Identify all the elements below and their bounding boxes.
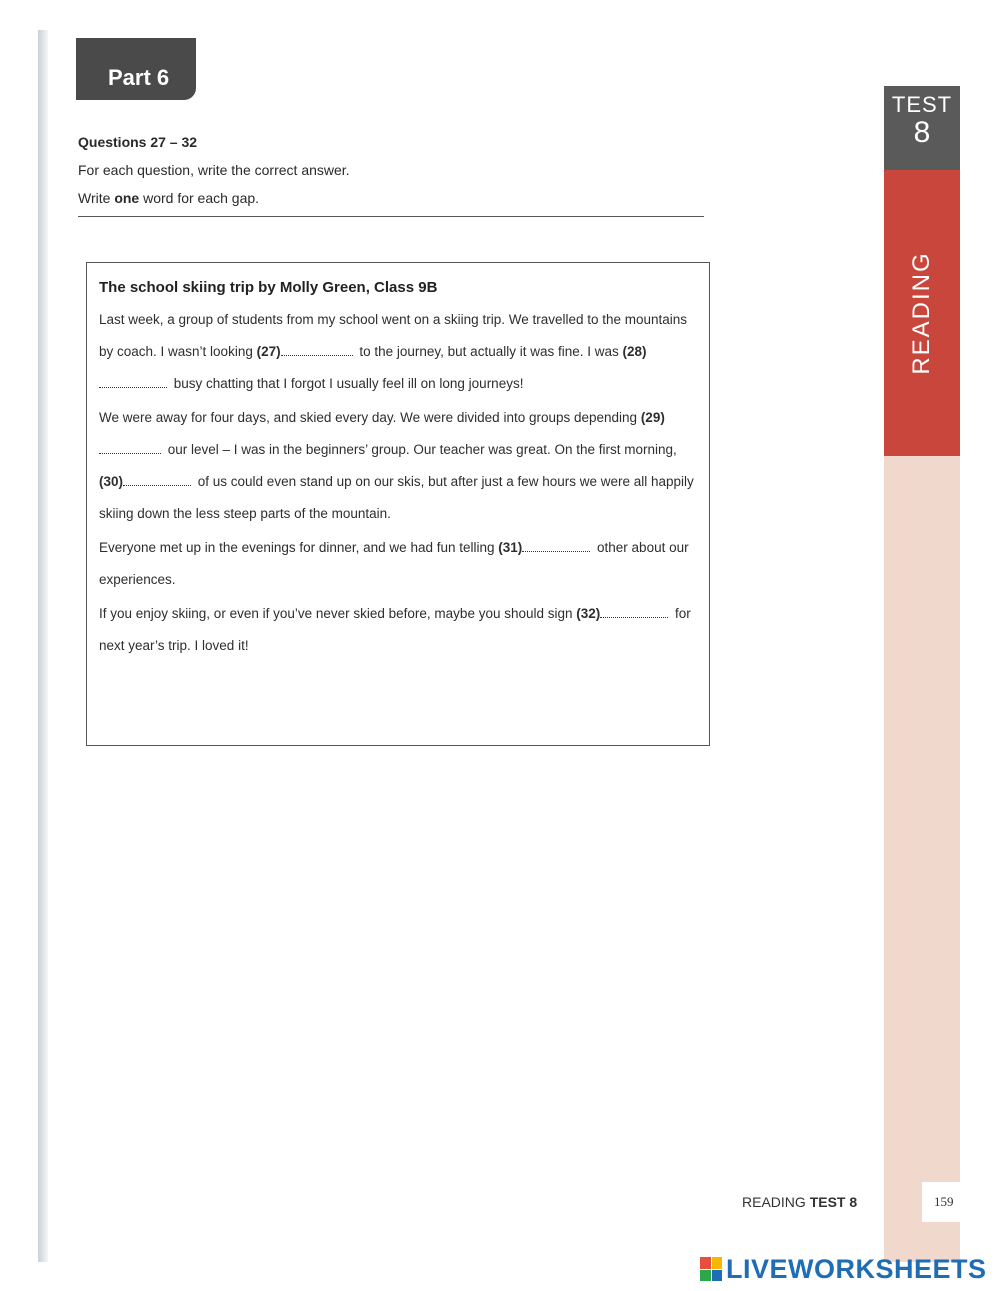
paragraph-3: Everyone met up in the evenings for dinner, and we had fun telling (31) other about our experiences.: [99, 540, 689, 587]
gap-32-input[interactable]: [600, 605, 668, 618]
instructions: [78, 128, 350, 212]
page-number: 159: [922, 1182, 960, 1222]
gap-29-input[interactable]: [99, 441, 161, 454]
gap-27-input[interactable]: [281, 343, 353, 356]
paragraph-1: Last week, a group of students from my school went on a skiing trip. We travelled to the mountains by coach. I wasn’t looking (27) to the journey, but actually it was fine. I was (28) busy chatting that I forgot I usually feel ill on long journeys!: [99, 312, 688, 391]
test-number: 8: [913, 116, 931, 149]
gap-30-label: (30): [99, 474, 124, 489]
brand-footer[interactable]: [700, 1254, 987, 1284]
gap-29-label: (29): [640, 410, 665, 425]
article-box: [86, 262, 710, 746]
section-tab: [884, 170, 960, 456]
gap-27-label: (27): [256, 344, 281, 359]
brand-logo-icon: [700, 1257, 722, 1281]
part-heading: Part 6: [76, 38, 196, 100]
questions-range: Questions 27 – 32: [78, 134, 198, 150]
paragraph-2: We were away for four days, and skied every day. We were divided into groups depending (29) our level – I was in the beginners’ group. Our teacher was great. On the first morning, (30) of us could even stand up on our skis, but after just a few hours we were all happily skiing down the less steep parts of the mountain.: [99, 410, 694, 521]
test-number-tab: [884, 86, 960, 170]
section-label: READING: [908, 251, 935, 375]
article-title: The school skiing trip by Molly Green, Class 9B: [99, 279, 438, 296]
instruction-line-2: Write one word for each gap.: [78, 190, 260, 206]
gap-32-label: (32): [576, 606, 601, 621]
brand-name: LIVEWORKSHEETS: [726, 1253, 987, 1284]
paragraph-4: If you enjoy skiing, or even if you’ve never skied before, maybe you should sign (32) for next year’s trip. I loved it!: [99, 606, 691, 653]
test-word: TEST: [891, 92, 953, 117]
gap-28-label: (28): [622, 344, 647, 359]
gap-31-label: (31): [498, 540, 523, 555]
instruction-line-1: For each question, write the correct answer.: [78, 162, 350, 178]
footer-section-label: READING TEST 8: [742, 1194, 858, 1210]
gap-28-input[interactable]: [99, 375, 167, 388]
divider-rule: [78, 216, 704, 217]
side-margin-band: [884, 456, 960, 1262]
gap-30-input[interactable]: [123, 473, 191, 486]
gap-31-input[interactable]: [522, 539, 590, 552]
